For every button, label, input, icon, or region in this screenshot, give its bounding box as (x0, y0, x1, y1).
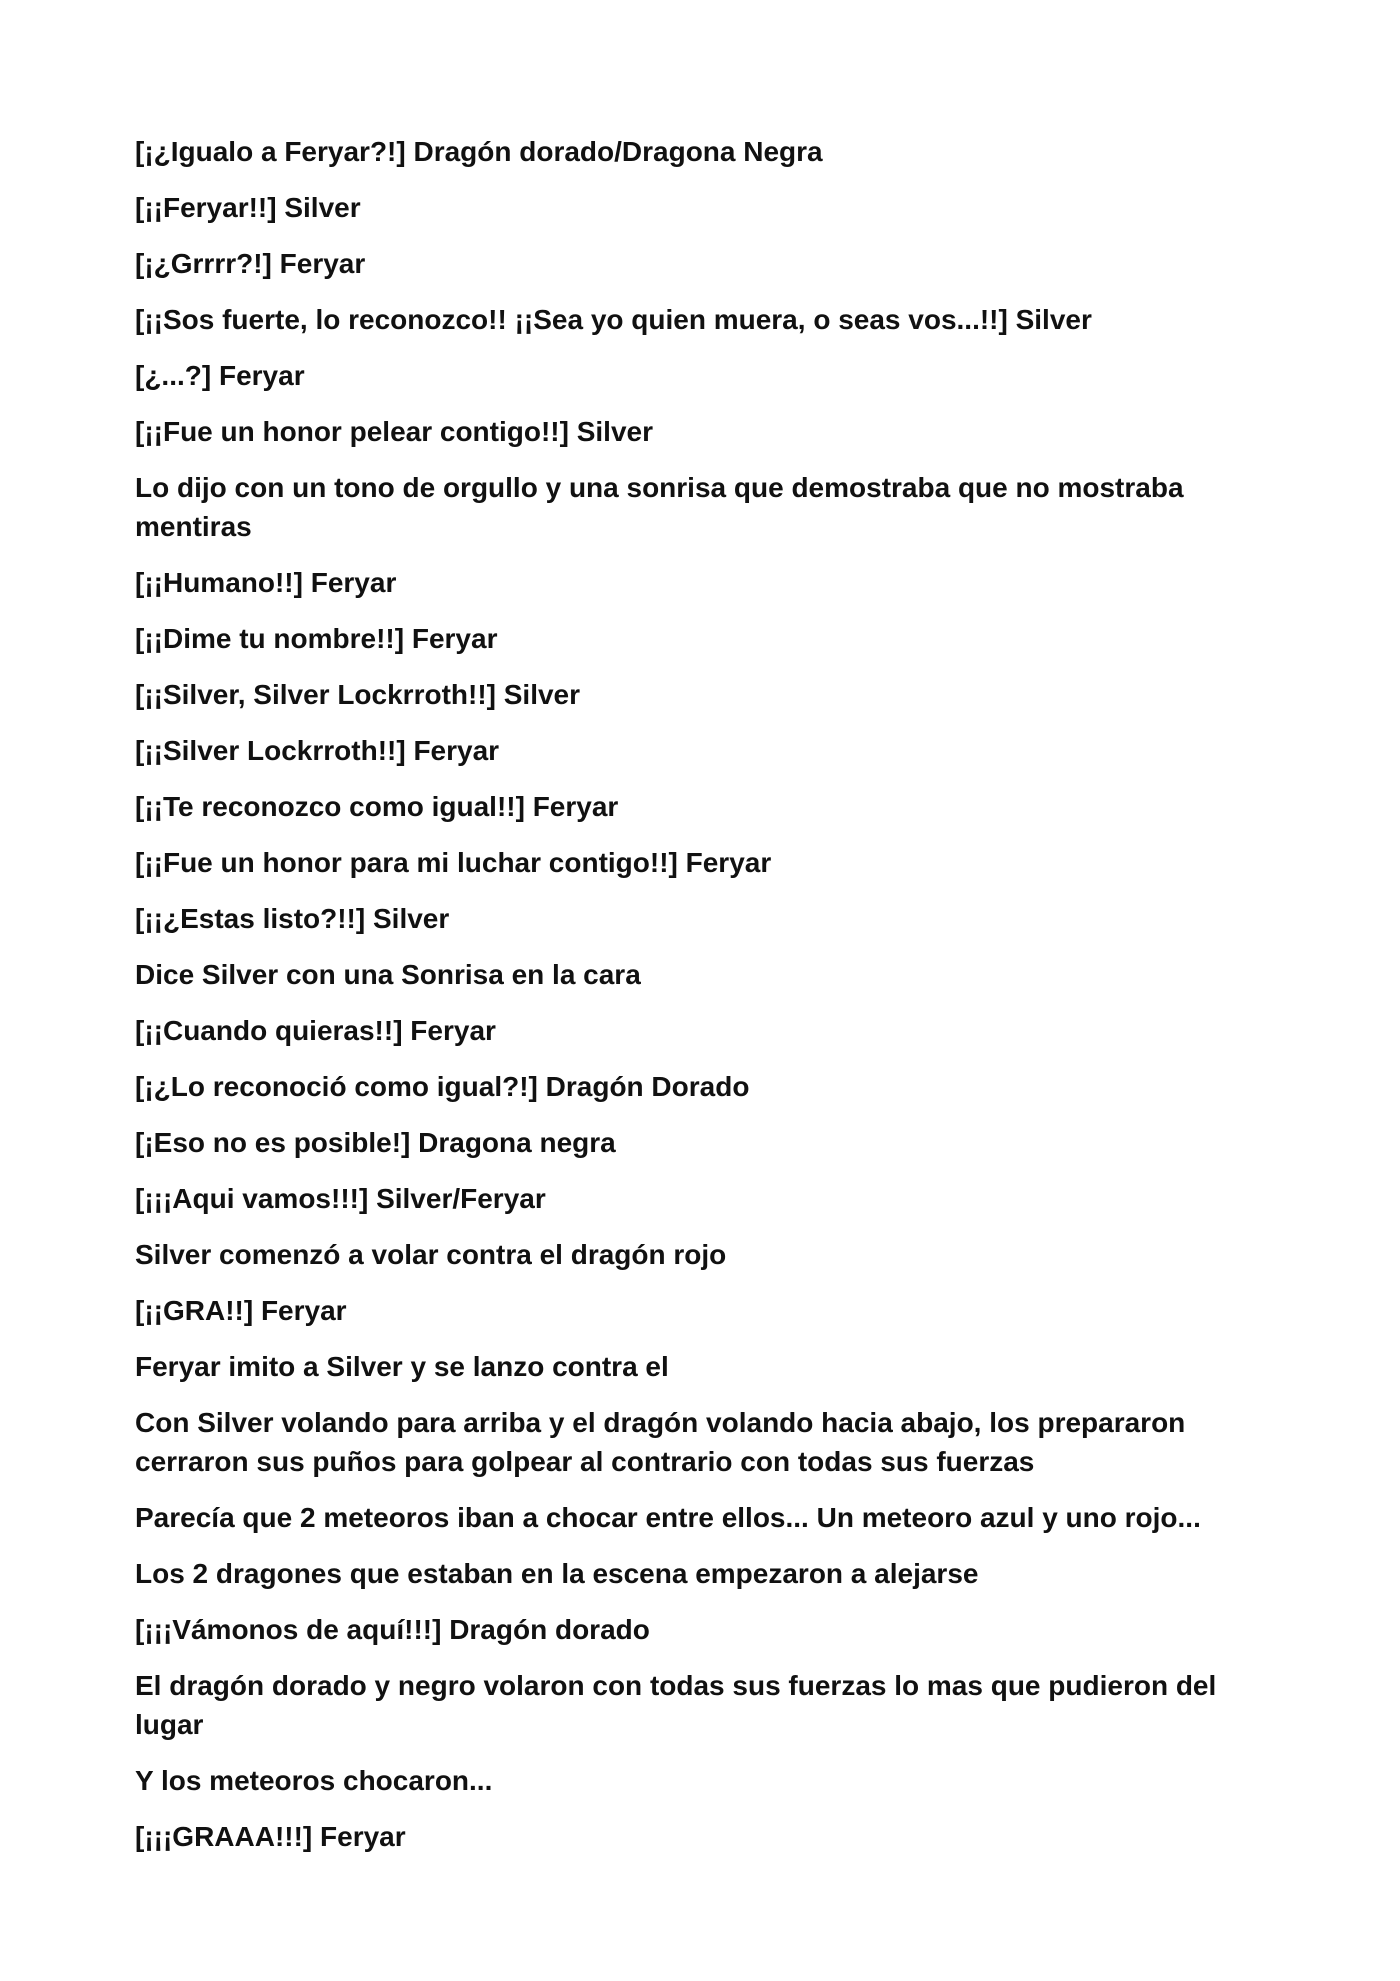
paragraph: Los 2 dragones que estaban en la escena empezaron a alejarse (135, 1558, 979, 1589)
paragraph: [¡¡Humano!!] Feryar (135, 567, 397, 598)
paragraph: [¡¡Silver Lockrroth!!] Feryar (135, 735, 500, 766)
paragraph: El dragón dorado y negro volaron con todas sus fuerzas lo mas que pudieron del lugar (135, 1670, 1217, 1740)
paragraph: Parecía que 2 meteoros iban a chocar entre ellos... Un meteoro azul y uno rojo... (135, 1502, 1201, 1533)
paragraph: [¡¡¡Vámonos de aquí!!!] Dragón dorado (135, 1614, 650, 1645)
paragraph: [¡¡Cuando quieras!!] Feryar (135, 1015, 496, 1046)
paragraph: [¡¿Grrrr?!] Feryar (135, 248, 366, 279)
paragraph: [¡Eso no es posible!] Dragona negra (135, 1127, 616, 1158)
paragraph: Con Silver volando para arriba y el dragón volando hacia abajo, los prepararon cerraron sus puños para golpear al contrario con todas sus fuerzas (135, 1407, 1186, 1477)
paragraph: [¡¡Fue un honor para mi luchar contigo!!] Feryar (135, 847, 772, 878)
document-body (135, 132, 1265, 1873)
paragraph: [¡¡¡GRAAA!!!] Feryar (135, 1821, 406, 1852)
paragraph: [¡¡¿Estas listo?!!] Silver (135, 903, 450, 934)
paragraph: [¡¡Feryar!!] Silver (135, 192, 361, 223)
paragraph: [¡¡Silver, Silver Lockrroth!!] Silver (135, 679, 581, 710)
paragraph: [¡¡GRA!!] Feryar (135, 1295, 347, 1326)
paragraph: [¡¿Igualo a Feryar?!] Dragón dorado/Dragona Negra (135, 136, 823, 167)
paragraph: Lo dijo con un tono de orgullo y una sonrisa que demostraba que no mostraba mentiras (135, 472, 1184, 542)
paragraph: [¡¿Lo reconoció como igual?!] Dragón Dorado (135, 1071, 750, 1102)
paragraph: Dice Silver con una Sonrisa en la cara (135, 959, 641, 990)
paragraph: [¿...?] Feryar (135, 360, 305, 391)
paragraph: Y los meteoros chocaron... (135, 1765, 493, 1796)
paragraph: [¡¡Te reconozco como igual!!] Feryar (135, 791, 619, 822)
paragraph: [¡¡¡Aqui vamos!!!] Silver/Feryar (135, 1183, 546, 1214)
paragraph: [¡¡Fue un honor pelear contigo!!] Silver (135, 416, 653, 447)
paragraph: Silver comenzó a volar contra el dragón rojo (135, 1239, 727, 1270)
paragraph: Feryar imito a Silver y se lanzo contra el (135, 1351, 669, 1382)
paragraph: [¡¡Sos fuerte, lo reconozco!! ¡¡Sea yo quien muera, o seas vos...!!] Silver (135, 304, 1092, 335)
paragraph: [¡¡Dime tu nombre!!] Feryar (135, 623, 498, 654)
